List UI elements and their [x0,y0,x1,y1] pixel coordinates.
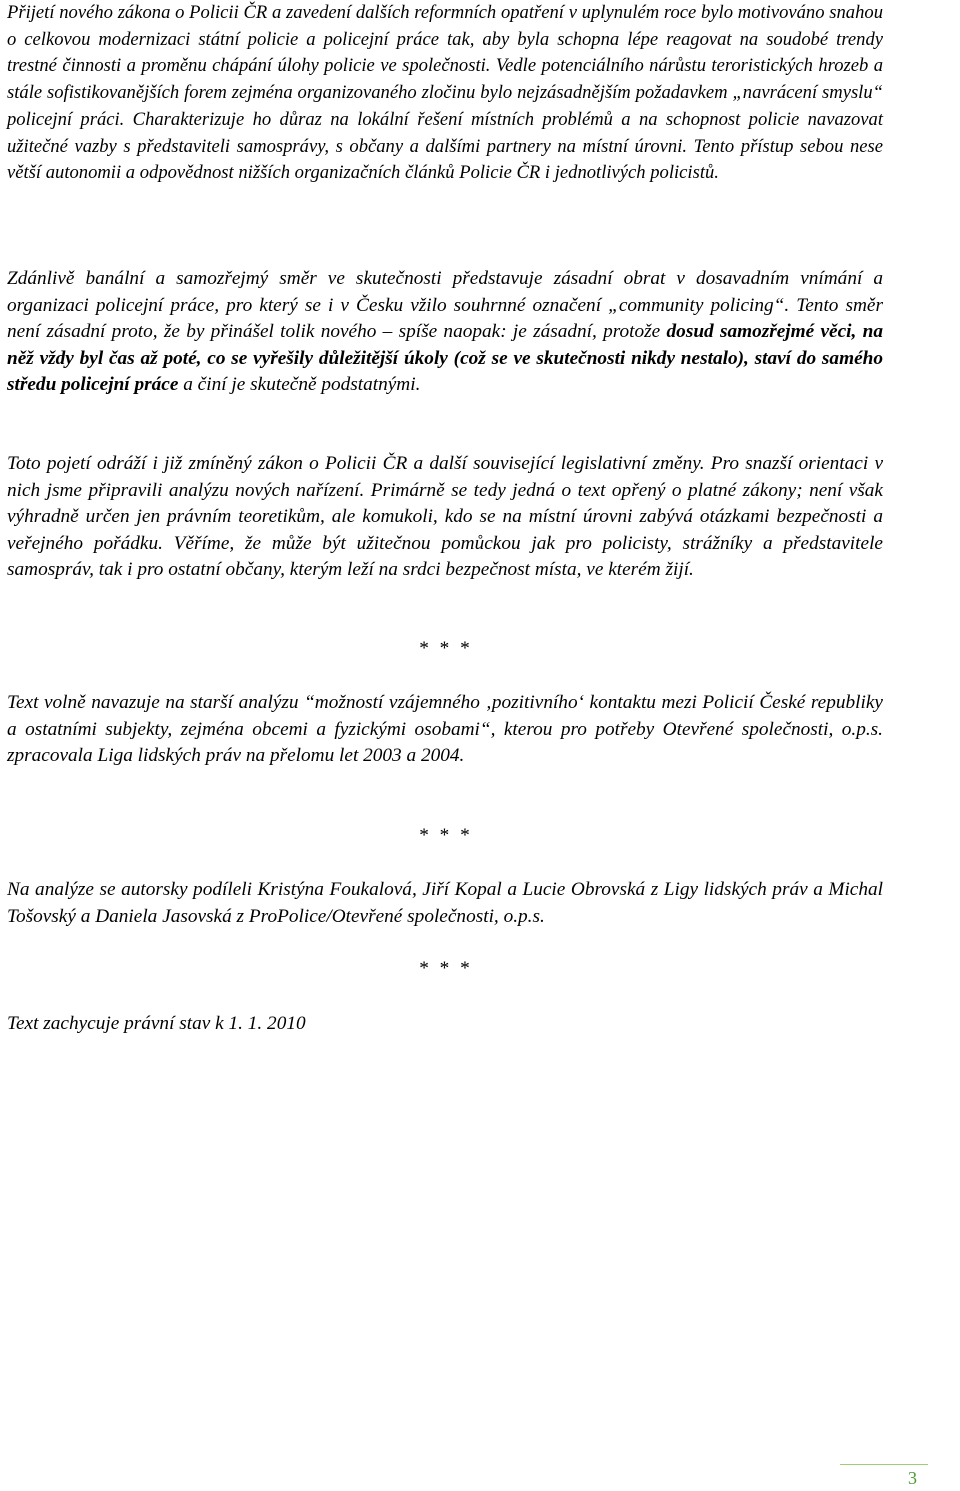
paragraph-legal-state: Text zachycuje právní stav k 1. 1. 2010 [7,1013,306,1034]
section-separator: * * * [419,825,473,846]
paragraph-community-policing [7,266,883,399]
footer-rule [840,1464,928,1465]
section-separator: * * * [419,958,473,979]
section-separator: * * * [419,638,473,659]
paragraph-text: a činí je skutečně podstatnými. [178,374,421,396]
paragraph-intro: Přijetí nového zákona o Policii ČR a zavedení dalších reformních opatření v uplynulém roce bylo motivováno snahou o celkovou modernizaci státní policie a policejní práce tak, aby byla schopna lépe reagovat na soudobé trendy trestné činnosti a proměnu chápání úlohy policie ve společnosti. Vedle potenciálního nárůstu teroristických hrozeb a stále sofistikovanějších forem zejména organizovaného zločinu bylo nejzásadnějším požadavkem „navrácení smyslu“ policejní práci. Charakterizuje ho důraz na lokální řešení místních problémů a na schopnost policie navazovat užitečné vazby s představiteli samosprávy, s občany a dalšími partnery na místní úrovni. Tento přístup sebou nese větší autonomii a odpovědnost nižších organizačních článků Policie ČR i jednotlivých policistů. [7,2,883,184]
paragraph-previous-analysis: Text volně navazuje na starší analýzu “možností vzájemného ‚pozitivního‘ kontaktu mezi Policií České republiky a ostatními subjekty, zejména obcemi a fyzickými osobami“, kterou pro potřeby Otevřené společnosti, o.p.s. zpracovala Liga lidských práv na přelomu let 2003 a 2004. [7,692,883,767]
paragraph-authors: Na analýze se autorsky podíleli Kristýna Foukalová, Jiří Kopal a Lucie Obrovská z Ligy lidských práv a Michal Tošovský a Daniela Jasovská z ProPolice/Otevřené společnosti, o.p.s. [7,879,883,927]
paragraph-text: Zdánlivě banální a samozřejmý směr ve skutečnosti představuje zásadní obrat v dosavadním vnímání a organizaci policejní práce, pro který se i v Česku vžilo souhrnné označení „community policing“. Tento směr není zásadní proto, že by přinášel tolik nového – spíše naopak: je zásadní, protože [7,268,883,343]
page-number: 3 [908,1468,917,1488]
paragraph-legislation: Toto pojetí odráží i již zmíněný zákon o Policii ČR a další související legislativní změny. Pro snazší orientaci v nich jsme připravili analýzu nových nařízení. Primárně se tedy jedná o text opřený o platné zákony; není však výhradně určen jen právním teoretikům, ale komukoli, kdo se na místní úrovni zabývá otázkami bezpečnosti a veřejného pořádku. Věříme, že může být užitečnou pomůckou jak pro policisty, strážníky a představitele samospráv, tak i pro ostatní občany, kterým leží na srdci bezpečnost místa, ve kterém žijí. [7,453,883,581]
emphasized-text: dosud samozřejmé věci, na něž vždy byl čas až poté, co se vyřešily důležitější úkoly (což se ve skutečnosti nikdy nestalo), staví do samého středu policejní práce [7,321,883,396]
